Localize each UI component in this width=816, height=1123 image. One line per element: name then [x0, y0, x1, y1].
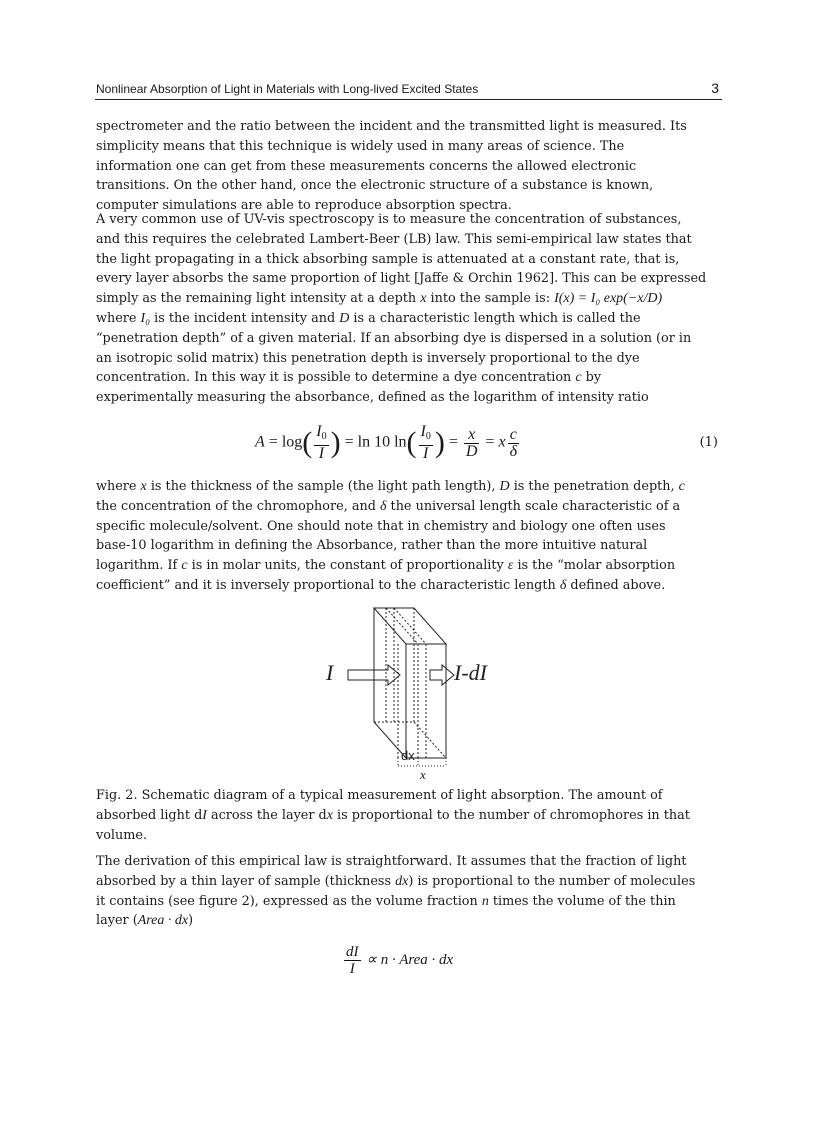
- text-line: logarithm. If c is in molar units, the constant of proportionality ε is the “molar absorption: [96, 558, 676, 574]
- text-line: simply as the remaining light intensity at a depth x into the sample is: I(x) = I₀ exp(−x/D): [96, 291, 663, 307]
- slab-bottom-right-edge: [414, 722, 446, 758]
- text-line: base-10 logarithm in defining the Absorbance, rather than the more intuitive natural: [96, 538, 648, 554]
- text-line: transitions. On the other hand, once the electronic structure of a substance is known,: [96, 178, 654, 194]
- text-line: the concentration of the chromophore, and δ the universal length scale characteristic of a: [96, 498, 681, 514]
- incident-intensity-label: I: [326, 660, 334, 685]
- text-line: an isotropic solid matrix) this penetration depth is inversely proportional to the dye: [96, 350, 640, 366]
- text-line: The derivation of this empirical law is straightforward. It assumes that the fraction of light: [96, 854, 687, 869]
- paragraph-4: [96, 852, 720, 931]
- beer-law-formula: I(x) = I₀ exp(−x/D): [554, 291, 663, 307]
- equation-1: A = log( $\frac{I_0}{I}$ ) = ln 10 ln( $\frac{I_0}{I}$ ) = $\frac{x}{D}$ = x $\frac{c}{\delta}$ (1): [255, 423, 718, 462]
- paragraph-1: [96, 117, 720, 216]
- text-line: concentration. In this way it is possible to determine a dye concentration c by: [96, 370, 602, 386]
- figure-caption: [96, 786, 720, 845]
- text-line: information one can get from these measurements concerns the allowed electronic: [96, 158, 637, 174]
- text-line: every layer absorbs the same proportion of light [Jaffe & Orchin 1962]. This can be expressed: [96, 271, 707, 287]
- text-line: A very common use of UV-vis spectroscopy is to measure the concentration of substances,: [96, 212, 682, 227]
- equation-2: $\frac{dI}{I}$ ∝ n · Area · dx: [346, 944, 454, 977]
- text-line: “penetration depth” of a given material. If an absorbing dye is dispersed in a solution (or in: [96, 330, 692, 346]
- text-line: volume.: [96, 827, 148, 843]
- layer-top-right: [394, 608, 426, 644]
- dx-label: dx: [401, 748, 415, 763]
- layer-top-left: [386, 608, 418, 644]
- text-line: absorbed by a thin layer of sample (thickness dx) is proportional to the number of molecules: [96, 873, 696, 889]
- equation-number: (1): [699, 435, 718, 450]
- text-line: spectrometer and the ratio between the incident and the transmitted light is measured. Its: [96, 119, 687, 134]
- text-line: the light propagating in a thick absorbing sample is attenuated at a constant rate, that is,: [96, 251, 680, 267]
- paragraph-3: [96, 477, 720, 596]
- absorption-schematic: [310, 604, 510, 784]
- text-line: and this requires the celebrated Lambert-Beer (LB) law. This semi-empirical law states that: [96, 231, 692, 247]
- text-line: layer (Area · dx): [96, 913, 194, 929]
- text-line: experimentally measuring the absorbance, defined as the logarithm of intensity ratio: [96, 390, 649, 406]
- text-line: simplicity means that this technique is widely used in many areas of science. The: [96, 138, 625, 154]
- x-label: x: [420, 767, 426, 782]
- running-header: [95, 79, 722, 100]
- text-line: specific molecule/solvent. One should note that in chemistry and biology one often uses: [96, 518, 666, 534]
- page-number: 3: [711, 80, 719, 96]
- running-title: Nonlinear Absorption of Light in Materials with Long-lived Excited States: [96, 82, 479, 96]
- transmitted-arrow: [430, 665, 454, 685]
- figure-2-diagram: [310, 604, 510, 784]
- text-line: Fig. 2. Schematic diagram of a typical measurement of light absorption. The amount of: [96, 788, 663, 803]
- transmitted-intensity-label: I-dI: [454, 660, 487, 685]
- text-line: it contains (see figure 2), expressed as the volume fraction n times the volume of the thin: [96, 893, 676, 909]
- paragraph-2: [96, 210, 720, 408]
- text-line: where x is the thickness of the sample (the light path length), D is the penetration depth, c: [96, 479, 685, 494]
- text-line: computer simulations are able to reproduce absorption spectra.: [96, 198, 512, 214]
- text-line: where I₀ is the incident intensity and D is a characteristic length which is called the: [96, 310, 641, 326]
- text-line: absorbed light dI across the layer dx is proportional to the number of chromophores in that: [96, 807, 690, 823]
- text-line: coefficient” and it is inversely proportional to the characteristic length δ defined above.: [96, 577, 666, 593]
